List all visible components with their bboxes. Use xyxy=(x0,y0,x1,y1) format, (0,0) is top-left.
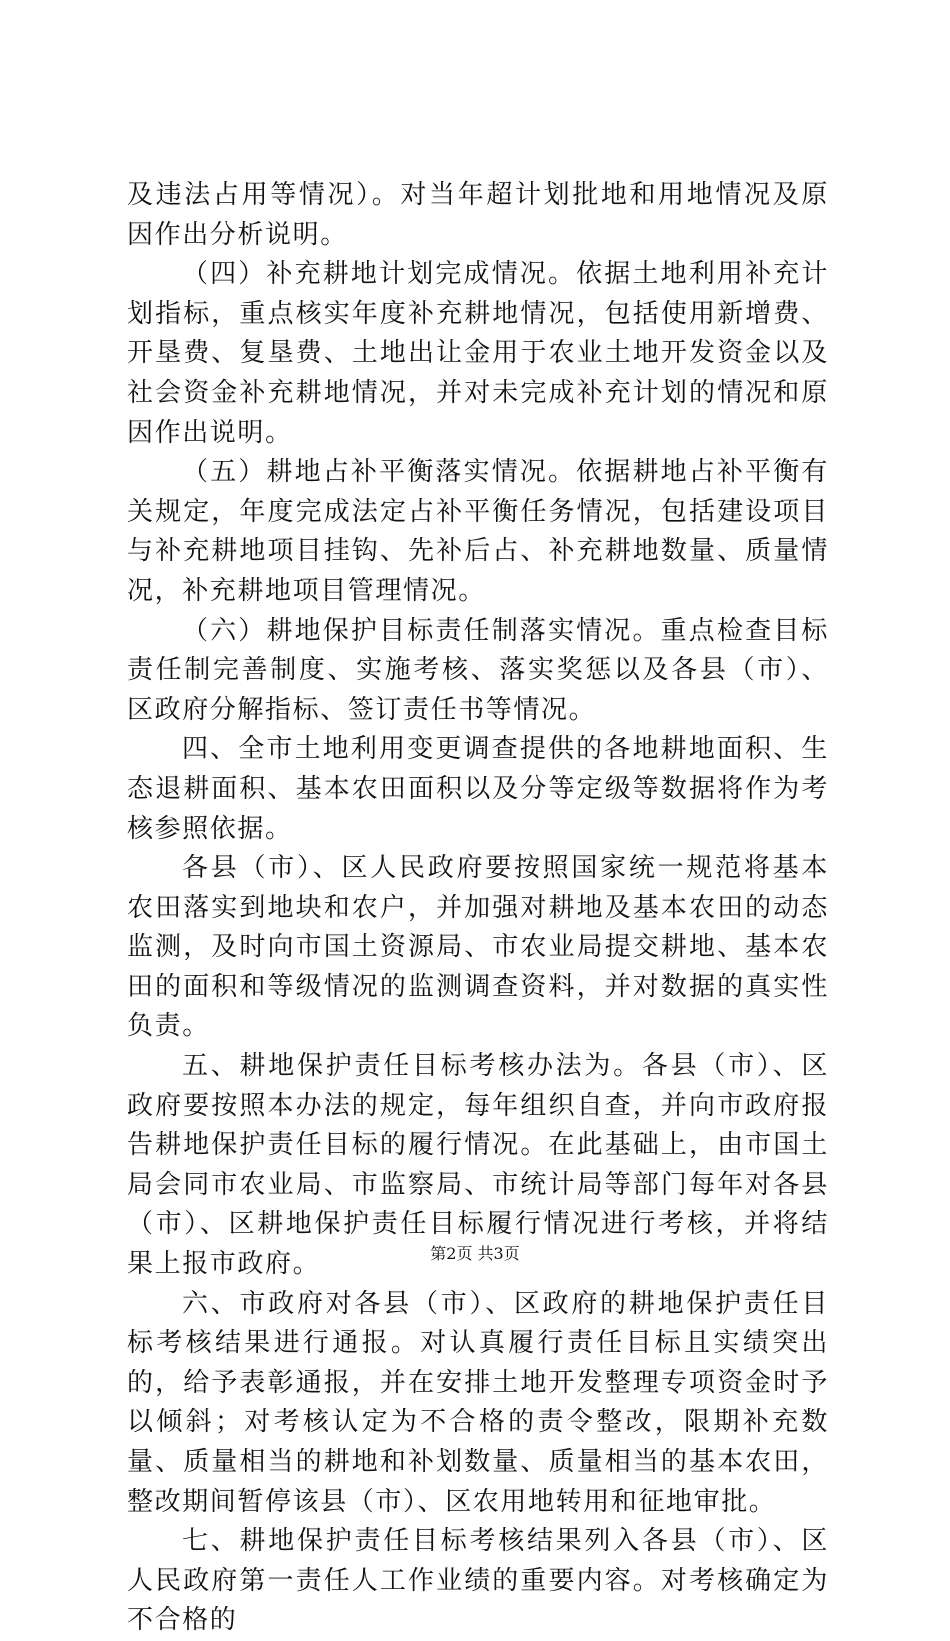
paragraph-section-4: 四、全市土地利用变更调查提供的各地耕地面积、生态退耕面积、基本农田面积以及分等定级等数据将作为考核参照依据。 xyxy=(127,734,829,844)
document-body xyxy=(127,176,829,1641)
paragraph-section-5: 五、耕地保护责任目标考核办法为。各县（市）、区政府要按照本办法的规定，每年组织自查，并向市政府报告耕地保护责任目标的履行情况。在此基础上，由市国土局会同市农业局、市监察局、市统计局等部门每年对各县（市）、区耕地保护责任目标履行情况进行考核，并将结果上报市政府。 xyxy=(127,1051,829,1280)
page-number-footer: 第2页 共3页 xyxy=(430,1244,520,1263)
paragraph-section-6: 六、市政府对各县（市）、区政府的耕地保护责任目标考核结果进行通报。对认真履行责任目标且实绩突出的，给予表彰通报，并在安排土地开发整理专项资金时予以倾斜；对考核认定为不合格的责令整改，限期补充数量、质量相当的耕地和补划数量、质量相当的基本农田，整改期间暂停该县（市）、区农用地转用和征地审批。 xyxy=(127,1288,829,1517)
paragraph-continuation: 及违法占用等情况）。对当年超计划批地和用地情况及原因作出分析说明。 xyxy=(127,180,829,250)
paragraph-item-6: （六）耕地保护目标责任制落实情况。重点检查目标责任制完善制度、实施考核、落实奖惩以及各县（市）、区政府分解指标、签订责任书等情况。 xyxy=(127,615,829,725)
paragraph-county-duties: 各县（市）、区人民政府要按照国家统一规范将基本农田落实到地块和农户，并加强对耕地及基本农田的动态监测，及时向市国土资源局、市农业局提交耕地、基本农田的面积和等级情况的监测调查资料，并对数据的真实性负责。 xyxy=(127,853,829,1042)
paragraph-item-5: （五）耕地占补平衡落实情况。依据耕地占补平衡有关规定，年度完成法定占补平衡任务情况，包括建设项目与补充耕地项目挂钩、先补后占、补充耕地数量、质量情况，补充耕地项目管理情况。 xyxy=(127,457,829,606)
paragraph-section-7: 七、耕地保护责任目标考核结果列入各县（市）、区人民政府第一责任人工作业绩的重要内容。对考核确定为不合格的 xyxy=(127,1526,829,1636)
paragraph-item-4: （四）补充耕地计划完成情况。依据土地利用补充计划指标，重点核实年度补充耕地情况，包括使用新增费、开垦费、复垦费、土地出让金用于农业土地开发资金以及社会资金补充耕地情况，并对未完成补充计划的情况和原因作出说明。 xyxy=(127,259,829,448)
